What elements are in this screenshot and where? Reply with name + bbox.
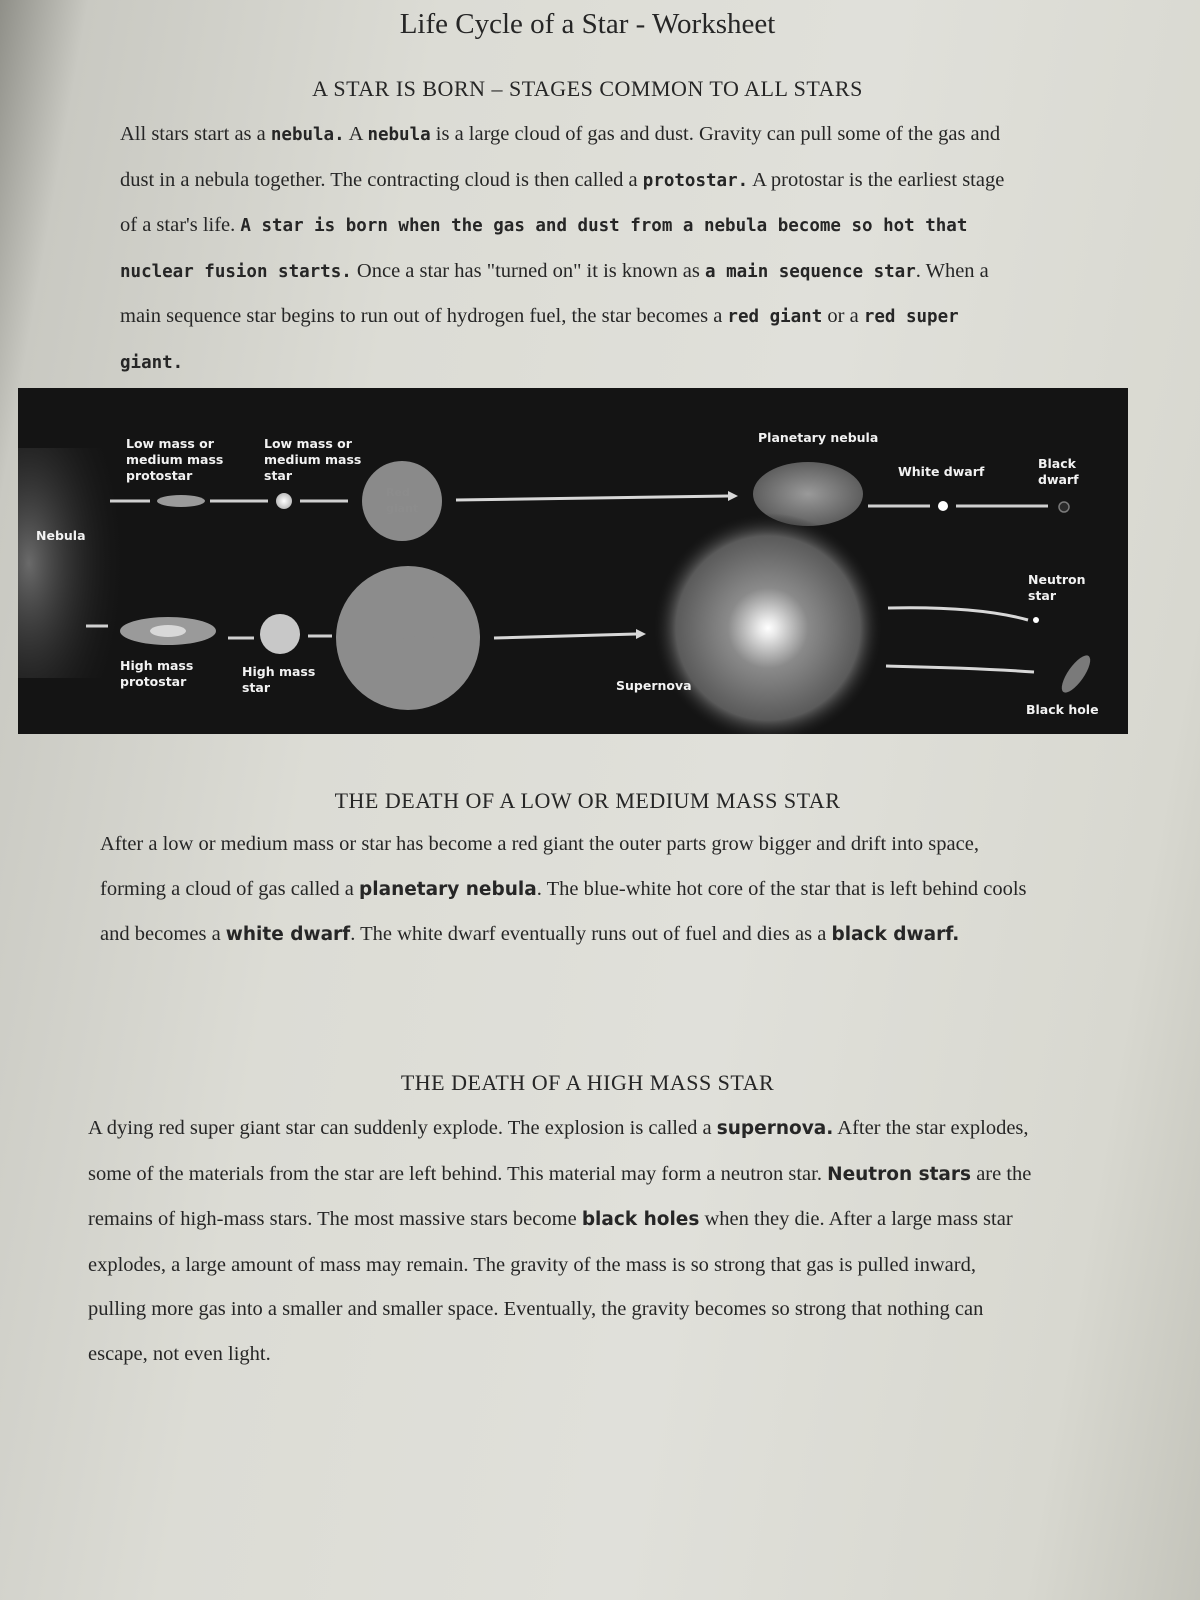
text-run: . When a main sequence star begins to run out of hydrogen fuel, the star becomes a [120, 259, 989, 327]
low-mass-protostar [157, 495, 205, 507]
text-run: After the star explodes, some of the materials from the star are left behind. This material may form a neutron star. [88, 1117, 1029, 1185]
label-black-hole: Black hole [1026, 702, 1099, 717]
supernova [653, 513, 883, 734]
text-run: Once a star has "turned on" it is known as [351, 259, 706, 282]
label-black-dwarf-2: dwarf [1038, 472, 1079, 487]
label-low-protostar-1: Low mass or [126, 436, 214, 451]
section-heading-star-born: A STAR IS BORN – STAGES COMMON TO ALL STARS [312, 76, 863, 101]
high-mass-protostar-core [150, 625, 186, 637]
arrow-supergiant-to-supernova [494, 634, 636, 638]
bold-term: planetary nebula [359, 878, 537, 900]
label-low-protostar-3: protostar [126, 468, 193, 483]
text-run: is a large cloud of gas and dust. Gravity can pull some of the gas and dust in a nebula together. The contracting cloud is then called a [120, 123, 1001, 191]
white-dwarf [938, 501, 948, 511]
red-giant [362, 461, 442, 541]
text-run: are the remains of high-mass stars. The most massive stars become [88, 1162, 1032, 1230]
paragraph-star-born [120, 112, 1020, 385]
label-high-protostar-1: High mass [120, 658, 194, 673]
label-nebula: Nebula [36, 528, 86, 543]
label-high-star-2: star [242, 680, 271, 695]
label-low-star-3: star [264, 468, 293, 483]
label-high-protostar-2: protostar [120, 674, 187, 689]
text-run: All stars start as a [120, 123, 271, 145]
label-planetary-nebula: Planetary nebula [758, 430, 879, 445]
text-run: A dying red super giant star can suddenly explode. The explosion is called a [88, 1117, 717, 1139]
bold-term: supernova. [716, 1118, 834, 1139]
label-supergiant: Supergiant [373, 632, 442, 645]
bold-term: black holes [581, 1209, 700, 1230]
text-run: when they die. After a large mass star explodes, a large amount of mass may remain. The gravity of the mass is so strong that gas is pulled inward, pulling more gas into a smaller and smaller space. Eventually, the gravity becomes so strong that nothing can escape, not even light. [88, 1208, 1013, 1365]
bold-term: a main sequence star [705, 261, 916, 282]
arrowhead-planetary [728, 491, 738, 501]
arrowhead-supernova [636, 629, 646, 639]
black-hole [1057, 651, 1095, 696]
text-run: A [344, 123, 368, 145]
text-run: . The white dwarf eventually runs out of fuel and dies as a [350, 923, 832, 945]
neutron-star [1033, 617, 1039, 623]
label-neutron-star-1: Neutron [1028, 572, 1086, 587]
text-run: or a [822, 305, 864, 327]
paragraph-high-mass-death [88, 1106, 1033, 1376]
bold-term: white dwarf [225, 924, 351, 945]
label-red-giant-1: Red [386, 486, 410, 499]
section-heading-low-mass-death: THE DEATH OF A LOW OR MEDIUM MASS STAR [334, 788, 841, 813]
low-mass-star [276, 493, 292, 509]
bold-term: black dwarf. [831, 924, 960, 945]
text-run: After a low or medium mass or star has become a red giant the outer parts grow bigger and drift into space, forming a cloud of gas called a [100, 833, 979, 900]
arrow-red-giant-to-planetary-nebula [456, 496, 728, 500]
label-white-dwarf: White dwarf [898, 464, 985, 479]
life-cycle-diagram-svg [18, 388, 1128, 734]
text-run: A protostar is the earliest stage of a star's life. [120, 168, 1005, 236]
section-heading-high-mass-death: THE DEATH OF A HIGH MASS STAR [400, 1070, 775, 1095]
life-cycle-diagram [18, 388, 1128, 734]
arrow-to-neutron-star [888, 608, 1028, 620]
page-title: Life Cycle of a Star - Worksheet [399, 8, 776, 40]
label-supernova: Supernova [616, 678, 692, 693]
black-dwarf [1059, 502, 1069, 512]
label-low-protostar-2: medium mass [126, 452, 224, 467]
bold-term: nebula. [270, 125, 345, 145]
arrow-to-black-hole [886, 666, 1034, 672]
text-run: . The blue-white hot core of the star that is left behind cools and becomes a [100, 877, 1027, 945]
label-low-star-2: medium mass [264, 452, 362, 467]
high-mass-star [260, 614, 300, 654]
bold-term: Neutron stars [827, 1163, 972, 1185]
nebula-cloud [18, 448, 128, 678]
label-red-giant-2: giant [386, 502, 419, 515]
label-neutron-star-2: star [1028, 588, 1057, 603]
label-black-dwarf-1: Black [1038, 456, 1076, 471]
paragraph-low-mass-death [100, 822, 1035, 958]
label-low-star-1: Low mass or [264, 436, 352, 451]
bold-term: A star is born when the gas and dust from a nebula become so hot that nuclear fusion starts. [120, 216, 968, 282]
bold-term: red super giant. [120, 307, 959, 373]
bold-term: protostar. [642, 170, 749, 191]
label-high-star-1: High mass [242, 664, 316, 679]
bold-term: nebula [367, 125, 431, 145]
bold-term: red giant [727, 307, 823, 327]
